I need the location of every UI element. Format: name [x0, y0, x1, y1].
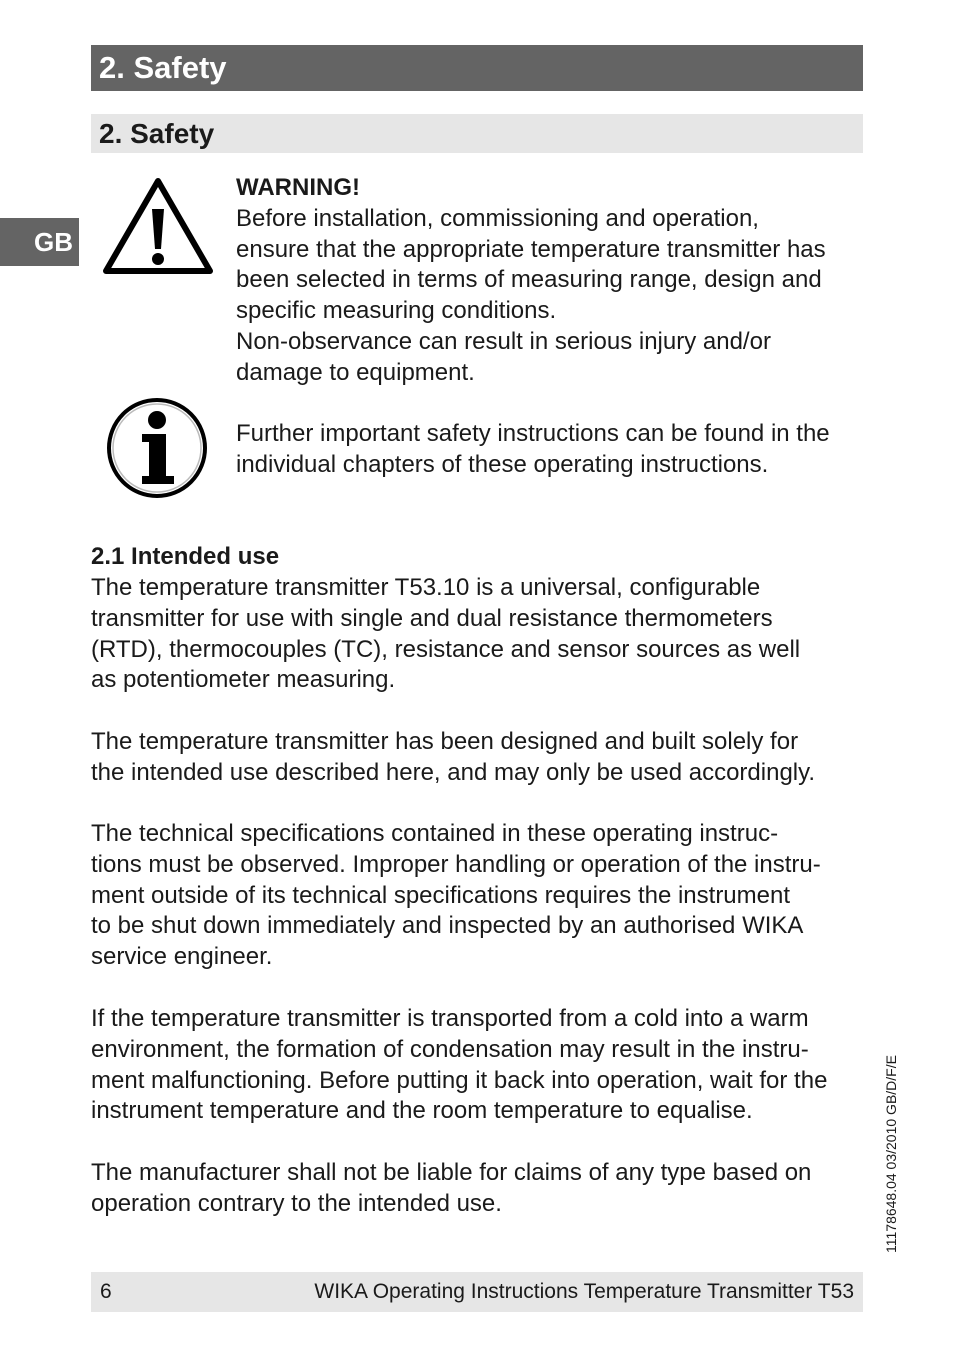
paragraph-line: (RTD), thermocouples (TC), resistance and sensor sources as well	[91, 635, 801, 663]
paragraph-line: The temperature transmitter T53.10 is a universal, configurable	[91, 574, 761, 601]
intended-use-paragraph	[91, 1158, 881, 1220]
warning-line: been selected in terms of measuring range, design and	[236, 266, 822, 294]
paragraph-line: If the temperature transmitter is transported from a cold into a warm	[91, 1005, 809, 1032]
warning-line: damage to equipment.	[236, 358, 475, 386]
paragraph-line: operation contrary to the intended use.	[91, 1189, 502, 1217]
info-line: Further important safety instructions can be found in the	[236, 420, 830, 447]
info-block	[236, 419, 876, 481]
paragraph-line: tions must be observed. Improper handling or operation of the instru-	[91, 850, 821, 878]
section-heading: 2. Safety	[99, 118, 215, 149]
section-heading-bar	[91, 114, 863, 153]
footer-bar	[91, 1272, 863, 1312]
warning-line: Non-observance can result in serious injury and/or	[236, 327, 771, 355]
page-number: 6	[100, 1280, 112, 1303]
warning-line: Before installation, commissioning and operation,	[236, 204, 759, 232]
paragraph-line: the intended use described here, and may only be used accordingly.	[91, 758, 816, 786]
intended-use-paragraph	[91, 573, 881, 696]
paragraph-line: to be shut down immediately and inspected by an authorised WIKA	[91, 912, 804, 940]
paragraph-line: The technical specifications contained in these operating instruc-	[91, 820, 779, 847]
document-reference: 11178648.04 03/2010 GB/D/F/E	[883, 1055, 899, 1253]
paragraph-line: service engineer.	[91, 943, 273, 971]
warning-line: ensure that the appropriate temperature transmitter has	[236, 235, 826, 263]
paragraph-line: ment malfunctioning. Before putting it back into operation, wait for the	[91, 1066, 828, 1094]
paragraph-line: environment, the formation of condensation may result in the instru-	[91, 1035, 809, 1063]
paragraph-line: The manufacturer shall not be liable for claims of any type based on	[91, 1159, 812, 1186]
paragraph-line: as potentiometer measuring.	[91, 666, 396, 694]
chapter-title-bar	[91, 45, 863, 91]
intended-use-paragraph	[91, 1004, 881, 1127]
warning-line: specific measuring conditions.	[236, 297, 557, 325]
paragraph-line: ment outside of its technical specifications requires the instrument	[91, 881, 791, 909]
language-tab: GB	[0, 218, 79, 266]
paragraph-line: The temperature transmitter has been designed and built solely for	[91, 728, 799, 755]
intended-use-title: 2.1 Intended use	[91, 543, 280, 570]
warning-title: WARNING!	[236, 174, 360, 201]
info-icon	[104, 396, 210, 500]
info-line: individual chapters of these operating instructions.	[236, 450, 769, 478]
footer-title: WIKA Operating Instructions Temperature Transmitter T53	[314, 1280, 854, 1303]
chapter-title: 2. Safety	[99, 50, 227, 85]
intended-use-paragraph	[91, 727, 881, 789]
warning-block	[236, 173, 876, 389]
paragraph-line: transmitter for use with single and dual resistance thermometers	[91, 604, 773, 632]
paragraph-line: instrument temperature and the room temperature to equalise.	[91, 1097, 753, 1125]
warning-triangle-icon	[102, 175, 214, 277]
intended-use-paragraph	[91, 819, 881, 973]
